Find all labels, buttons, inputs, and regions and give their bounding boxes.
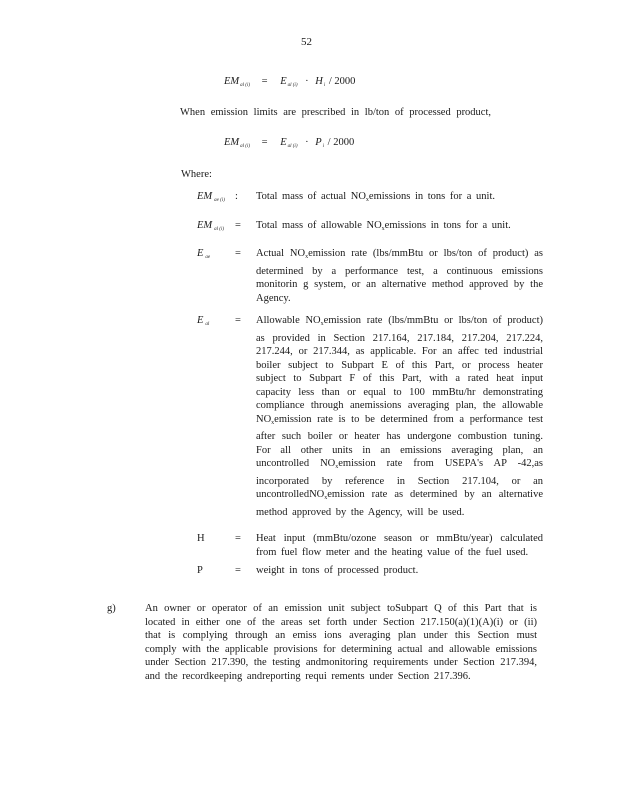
- definition-allowable-mass: [197, 219, 543, 237]
- intro-text: When emission limits are prescribed in lb/ton of processed product,: [180, 107, 492, 118]
- where-label: Where:: [181, 169, 212, 180]
- eq1-h: H: [315, 76, 323, 87]
- def-symbol: H: [197, 533, 205, 544]
- def-text: Total mass of allowable $NO_xemissions$ in tons for a unit.: [256, 219, 511, 232]
- def-symbol: E $_{ae}$: [197, 248, 211, 260]
- eq1-lhs: EM: [224, 76, 240, 87]
- definition-actual-rate: [197, 247, 543, 305]
- eq2-e: E: [280, 137, 287, 148]
- eq1-lhs-sub: al (i): [240, 83, 251, 88]
- def-text: weight in tons of processed product.: [256, 565, 419, 576]
- eq2-equals: =: [261, 137, 268, 148]
- definition-actual-mass: [197, 190, 543, 208]
- paragraph-marker: g): [107, 603, 116, 614]
- def-text: Heat input (mmBtu/ozone season or mmBtu/year) calculated from fuel flow meter and the heating value of the fuel used.: [256, 533, 543, 558]
- def-symbol: EM $_{al (i)}$: [197, 219, 225, 232]
- def-text: Actual $NO_xemission$ rate (lbs/mmBtu or lbs/ton of product) as determined by a performance test, a continuous emissions monitorin g system, or an alternative method approved by the Agency.: [256, 248, 544, 304]
- eq1-dot: ·: [305, 76, 309, 87]
- eq1-e-sub: al (i): [287, 83, 298, 88]
- eq2-lhs-sub: al (i): [240, 144, 251, 149]
- eq2-dot: ·: [305, 137, 309, 148]
- eq1-equals: =: [261, 76, 268, 87]
- equation-processed-product: [224, 136, 354, 154]
- def-equals: =: [235, 565, 241, 576]
- def-equals: :: [235, 191, 238, 202]
- def-equals: =: [235, 315, 241, 326]
- eq1-e: E: [280, 76, 287, 87]
- eq2-p-sub: i: [322, 144, 325, 149]
- paragraph-text: An owner or operator of an emission unit subject toSubpart Q of this Part that is located in either one of the areas set forth under Section 217.150(a)(1)(A)(i) or (ii) that is complying through an emiss ions averaging plan under this Section must comply with the applicable provisions for determining actual and allowable emissions under Section 217.390, the testing andmonitoring requirements under Section 217.394, and the recordkeeping andreporting requi rements under Section 217.396.: [145, 603, 537, 682]
- definition-weight: [197, 564, 543, 578]
- def-equals: =: [235, 219, 241, 231]
- eq2-divisor: / 2000: [327, 137, 355, 148]
- eq1-h-sub: i: [323, 83, 326, 88]
- equation-heat-input: [224, 75, 355, 93]
- definition-heat-input: [197, 532, 543, 559]
- def-text: Total mass of actual $NO_xemissions$ in tons for a unit.: [256, 191, 495, 203]
- paragraph-g: [107, 602, 537, 683]
- eq2-lhs: EM: [224, 137, 240, 148]
- def-symbol: E $_{al}$: [197, 315, 210, 327]
- def-text: Allowable $NO_xemission$ rate (lbs/mmBtu or lbs/ton of product) as provided in Section 217.164, 217.184, 217.204, 217.224, 217.244, or 217.344, as applicable. For an affec ted industrial boiler subject to Subpart E of this Part, or process heater subject to Subpart F of this Part, with a rated heat input capacity less than or equal to 100 mmBtu/hr demonstrating compliance through anemissions averaging plan, the allowable $NO_xemission$ rate is to be determined from a performance test after such boiler or heater has undergone combustion tuning. For all other units in an emissions averaging plan, an uncontrolled $NO_xemission$ rate from USEPA's AP -42,as incorporated by reference in Section 217.104, or an uncontrolledNO$_x$emission rate as determined by an alternative method approved by the Agency, will be used.: [256, 315, 543, 518]
- eq2-p: P: [315, 137, 322, 148]
- def-equals: =: [235, 533, 241, 544]
- def-symbol: EM $_{ae (i)}$: [197, 191, 225, 203]
- definitions-list: [197, 190, 543, 587]
- def-symbol: P: [197, 565, 203, 576]
- eq1-divisor: / 2000: [328, 76, 356, 87]
- eq2-e-sub: al (i): [287, 144, 298, 149]
- page-number: 52: [301, 36, 312, 48]
- def-equals: =: [235, 248, 241, 259]
- definition-allowable-rate: [197, 314, 543, 519]
